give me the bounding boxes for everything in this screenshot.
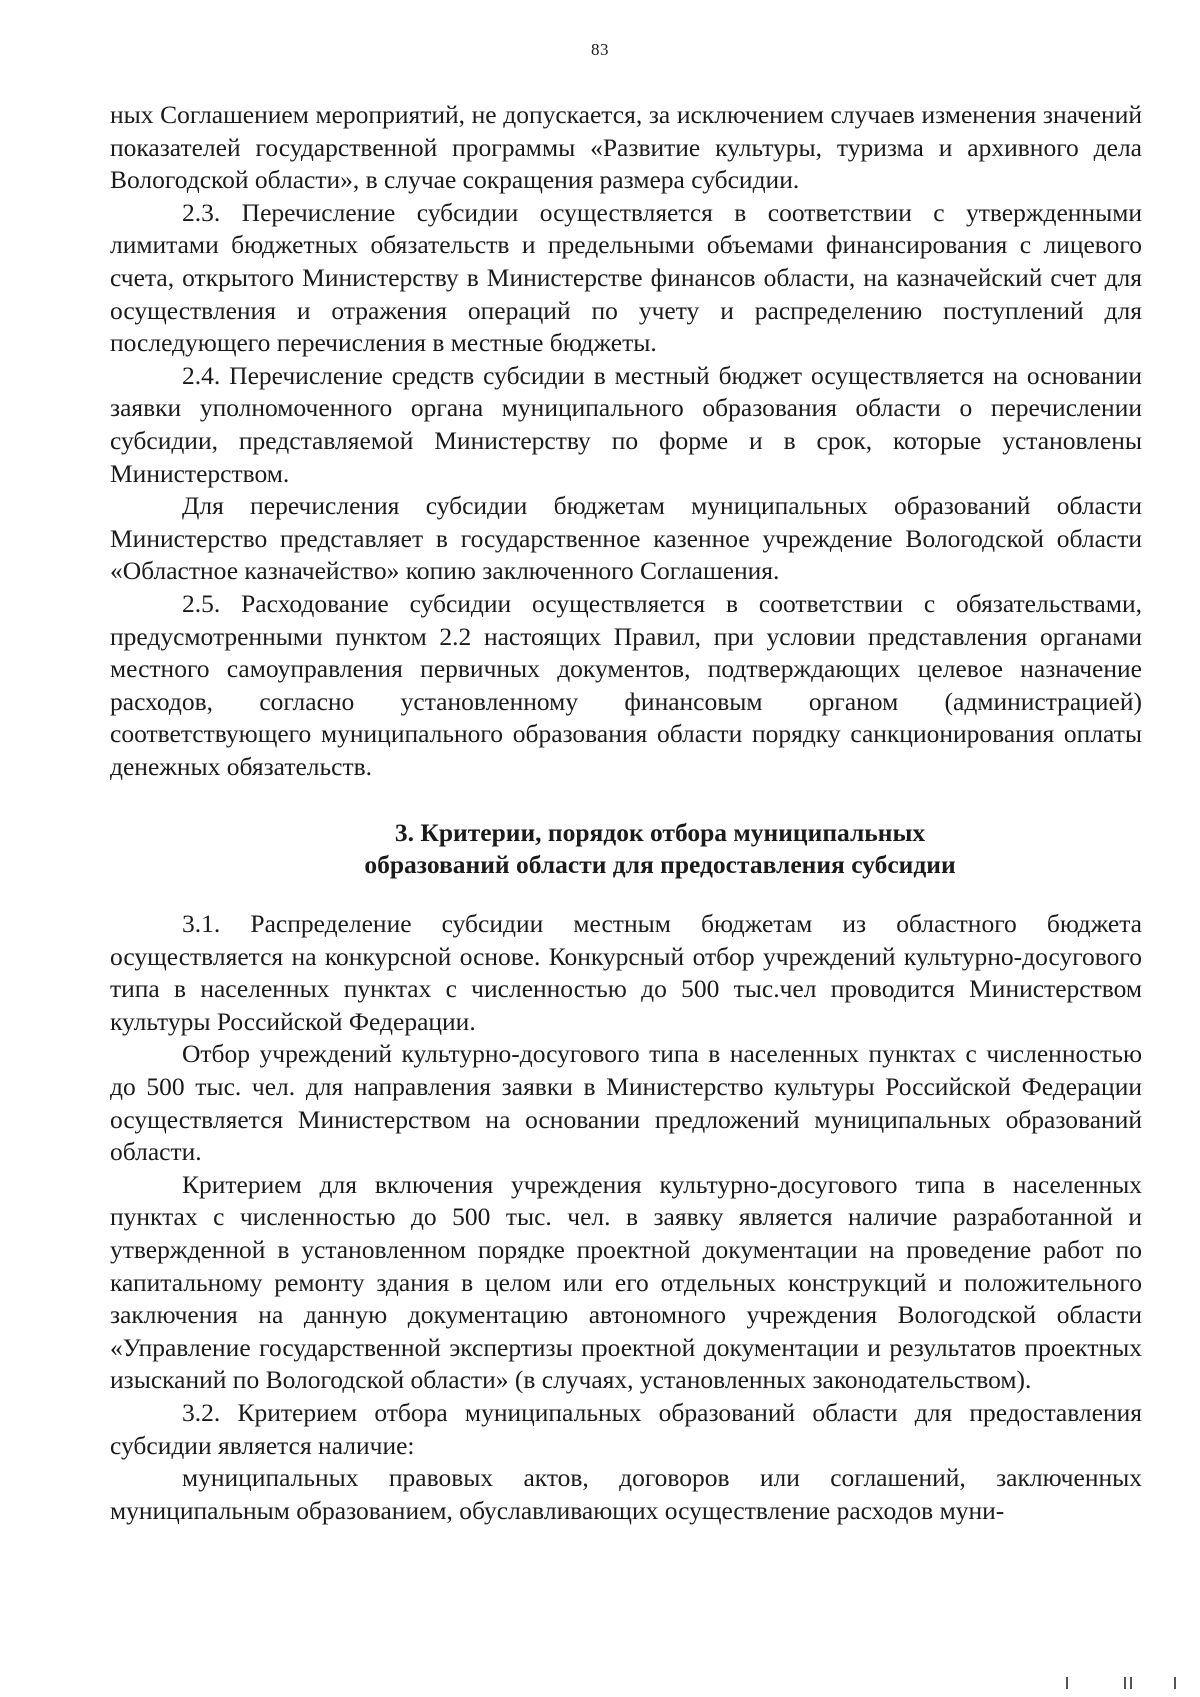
paragraph-3-2: 3.2. Критерием отбора муниципальных образований области для предоставления субсидии является наличие:: [110, 1397, 1142, 1460]
section-3-heading: [110, 817, 1200, 881]
page-number: 83: [591, 40, 609, 59]
heading-line-1: 3. Критерии, порядок отбора муниципальных: [394, 818, 926, 847]
scan-artifact: [1062, 1675, 1182, 1689]
paragraph-2-3: 2.3. Перечисление субсидии осуществляется в соответствии с утвержденными лимитами бюджетных обязательств и предельными объемами финансирования с лицевого счета, открытого Министерству в Министерстве финансов области, на казначейский счет для осуществления и отражения операций по учету и распределению поступлений для последующего перечисления в местные бюджеты.: [110, 197, 1142, 358]
paragraph-3-1-c: Критерием для включения учреждения культурно-досугового типа в населенных пунктах с численностью до 500 тыс. чел. в заявку является наличие разработанной и утвержденной в установленном порядке проектной документации на проведение работ по капитальному ремонту здания в целом или его отдельных конструкций и положительного заключения на данную документацию автономного учреждения Вологодской области «Управление государственной экспертизы проектной документации и результатов проектных изысканий по Вологодской области» (в случаях, установленных законодательством).: [110, 1169, 1142, 1395]
paragraph-2-5: 2.5. Расходование субсидии осуществляется в соответствии с обязательствами, предусмотренными пунктом 2.2 настоящих Правил, при условии представления органами местного самоуправления первичных документов, подтверждающих целевое назначение расходов, согласно установленному финансовым органом (администрацией) соответствующего муниципального образования области порядку санкционирования оплаты денежных обязательств.: [110, 588, 1142, 781]
paragraph-2-4-b: Для перечисления субсидии бюджетам муниципальных образований области Министерство представляет в государственное казенное учреждение Вологодской области «Областное казначейство» копию заключенного Соглашения.: [110, 491, 1142, 586]
paragraph-3-2-b: муниципальных правовых актов, договоров или соглашений, заключенных муниципальным образованием, обуславливающих осуществление расходов муни-: [110, 1463, 1142, 1525]
paragraph-continuation: ных Соглашением мероприятий, не допускается, за исключением случаев изменения значений показателей государственной программы «Развитие культуры, туризма и архивного дела Вологодской области», в случае сокращения размера субсидии.: [110, 100, 1142, 195]
section-2-text: [110, 99, 1142, 783]
paragraph-2-4: 2.4. Перечисление средств субсидии в местный бюджет осуществляется на основании заявки уполномоченного органа муниципального образования области о перечислении субсидии, представляемой Министерству по форме и в срок, которые установлены Министерством.: [110, 360, 1142, 488]
paragraph-3-1: 3.1. Распределение субсидии местным бюджетам из областного бюджета осуществляется на конкурсной основе. Конкурсный отбор учреждений культурно-досугового типа в населенных пунктах с численностью до 500 тыс.чел проводится Министерством культуры Российской Федерации.: [110, 909, 1142, 1036]
section-3-text: [110, 908, 1142, 1527]
paragraph-3-1-b: Отбор учреждений культурно-досугового типа в населенных пунктах с численностью до 500 тыс. чел. для направления заявки в Министерство культуры Российской Федерации осуществляется Министерством на основании предложений муниципальных образований области.: [110, 1039, 1142, 1167]
heading-line-2: образований области для предоставления субсидии: [364, 850, 956, 879]
